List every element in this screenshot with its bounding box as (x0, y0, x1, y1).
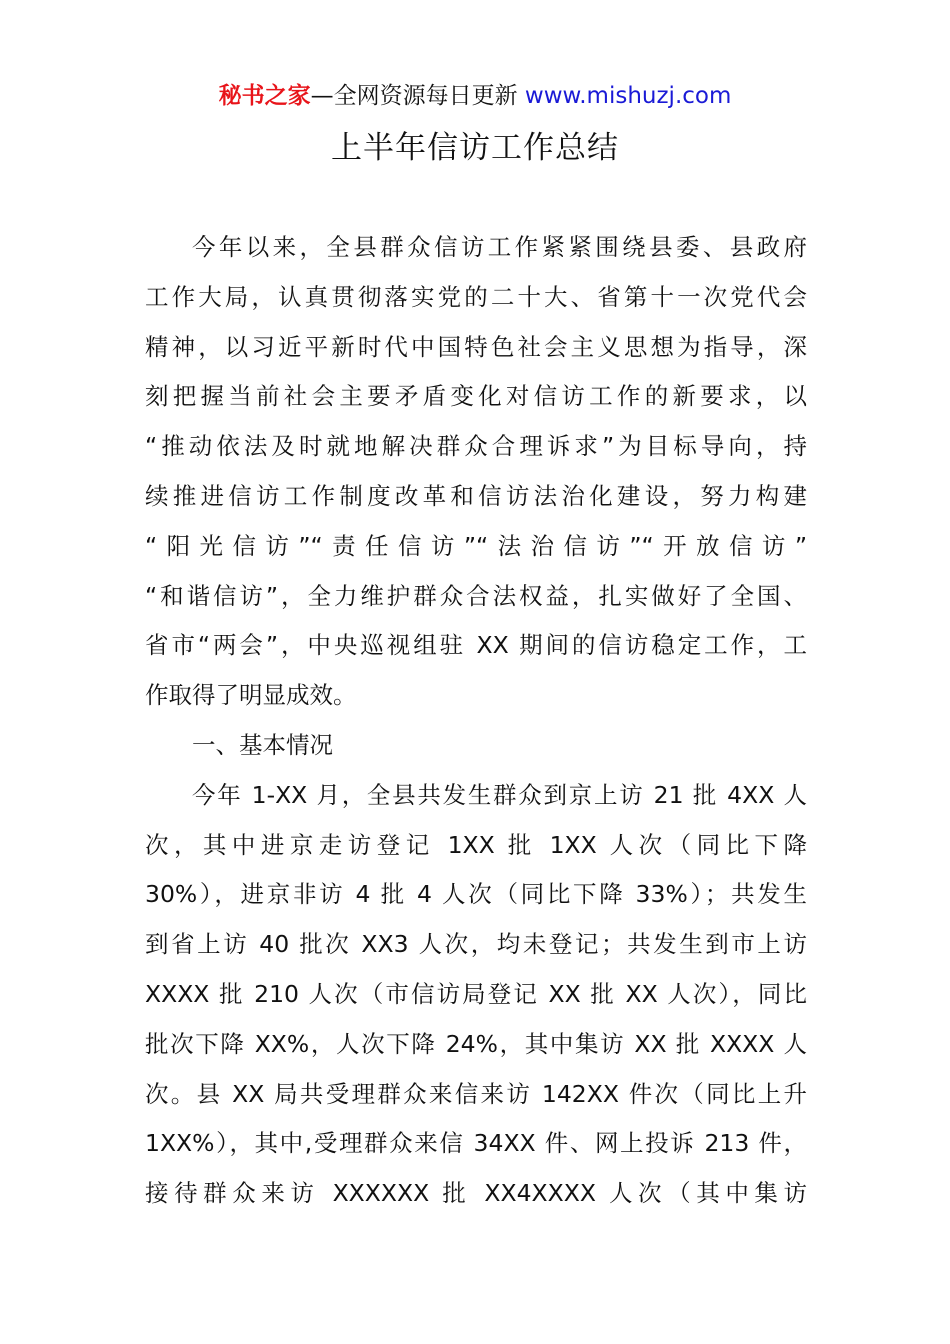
site-url-link[interactable]: www.mishuzj.com (524, 83, 732, 109)
paragraph-line: 接待群众来访 XXXXXX 批 XX4XXXX 人次（其中集访 (145, 1179, 807, 1208)
paragraph-line: 精神，以习近平新时代中国特色社会主义思想为指导，深 (145, 332, 807, 361)
brand-name: 秘书之家 (218, 83, 311, 109)
document-body (145, 223, 807, 1219)
section-heading: 一、基本情况 (192, 730, 333, 759)
paragraph-line: 今年 1-XX 月，全县共发生群众到京上访 21 批 4XX 人 (192, 780, 807, 809)
paragraph-line: 次。县 XX 局共受理群众来信来访 142XX 件次（同比上升 (145, 1079, 807, 1108)
paragraph-line: 今年以来，全县群众信访工作紧紧围绕县委、县政府 (192, 233, 807, 261)
paragraph-line: “阳光信访”“责任信访”“法治信访”“开放信访” (145, 531, 807, 560)
paragraph-line: 次，其中进京走访登记 1XX 批 1XX 人次（同比下降 (145, 830, 807, 859)
paragraph-line: 续推进信访工作制度改革和信访法治化建设，努力构建 (145, 481, 807, 510)
paragraph-line: 作取得了明显成效。 (145, 681, 357, 710)
paragraph-line: 30%），进京非访 4 批 4 人次（同比下降 33%）；共发生 (145, 880, 807, 909)
paragraph-line: “和谐信访”，全力维护群众合法权益，扎实做好了全国、 (145, 581, 807, 610)
paragraph-line: 到省上访 40 批次 XX3 人次，均未登记；共发生到市上访 (145, 930, 807, 959)
paragraph-line: 1XX%），其中,受理群众来信 34XX 件、网上投诉 213 件， (145, 1129, 807, 1158)
paragraph-line: 工作大局，认真贯彻落实党的二十大、省第十一次党代会 (145, 282, 807, 311)
paragraph-line: 刻把握当前社会主要矛盾变化对信访工作的新要求，以 (145, 382, 807, 411)
paragraph-line: XXXX 批 210 人次（市信访局登记 XX 批 XX 人次），同比 (145, 979, 807, 1008)
site-header (0, 80, 950, 112)
header-tagline: —全网资源每日更新 (310, 83, 518, 109)
paragraph-line: 批次下降 XX%，人次下降 24%，其中集访 XX 批 XXXX 人 (145, 1029, 807, 1058)
paragraph-line: 省市“两会”，中央巡视组驻 XX 期间的信访稳定工作，工 (145, 631, 807, 660)
document-title: 上半年信访工作总结 (331, 130, 619, 166)
paragraph-line: “推动依法及时就地解决群众合理诉求”为目标导向，持 (145, 432, 807, 461)
